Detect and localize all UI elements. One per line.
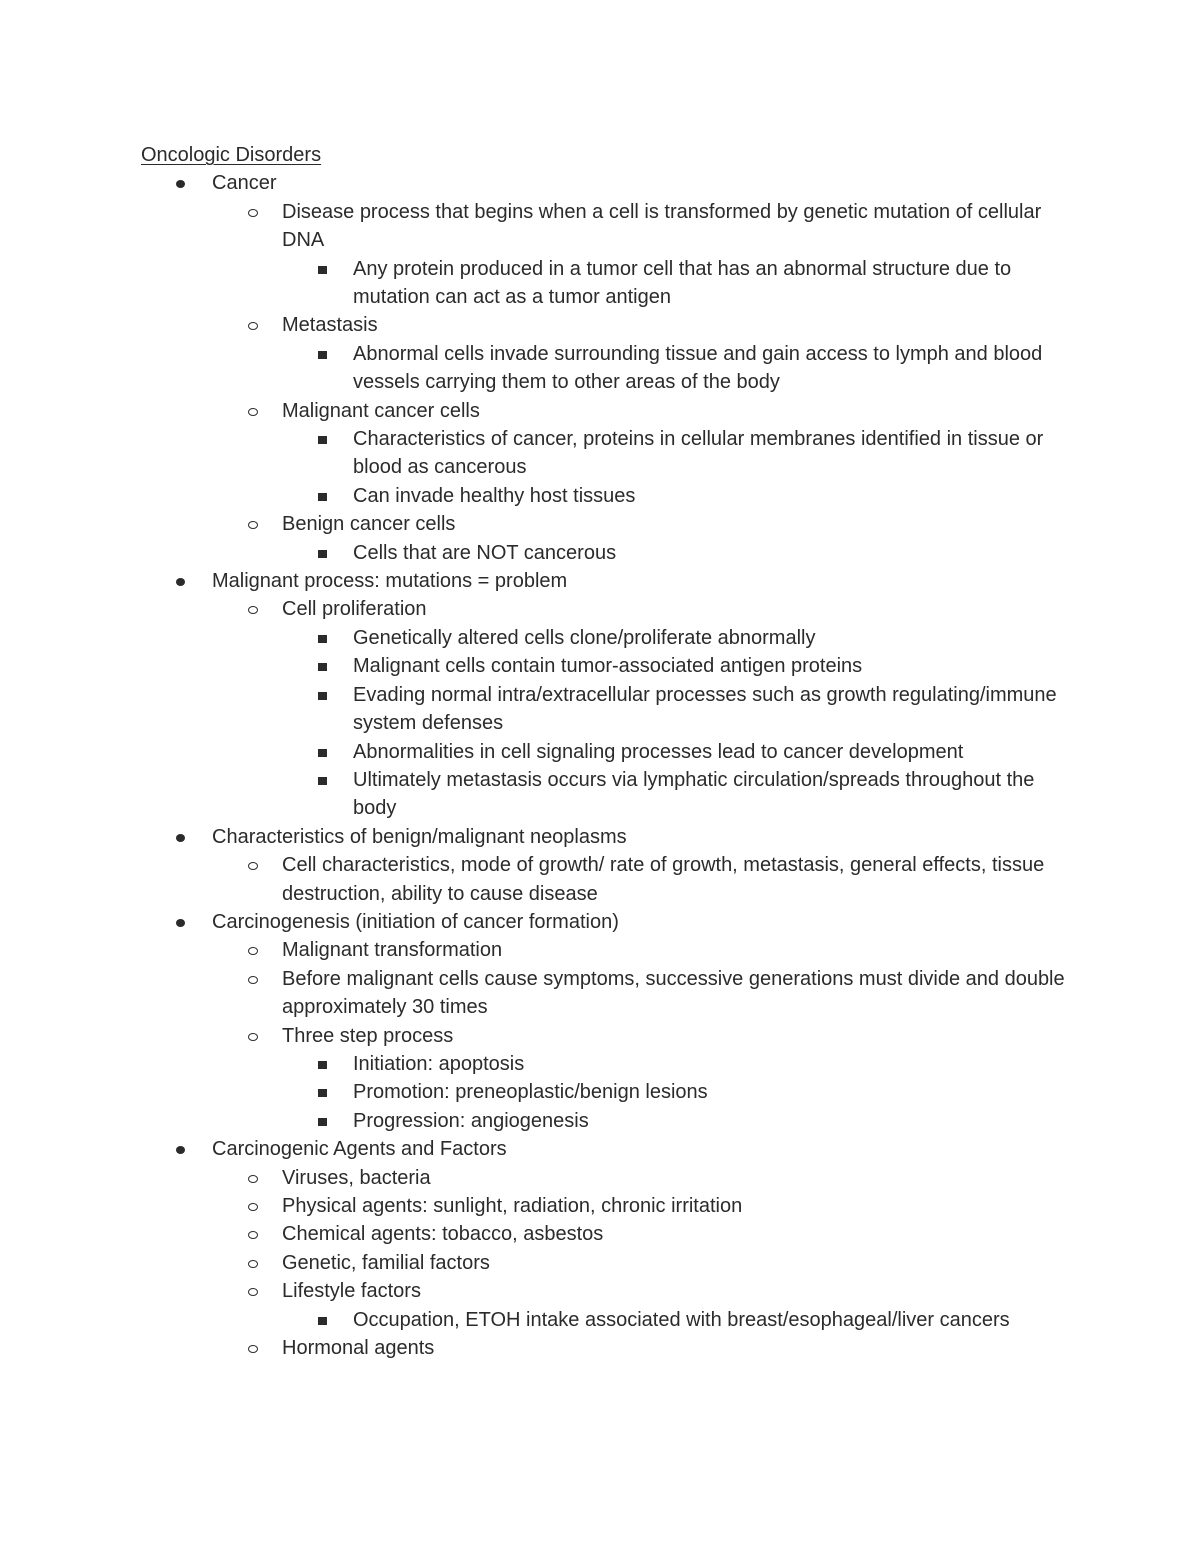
outline-item-level-2 bbox=[282, 311, 1072, 339]
outline-item-text: Cells that are NOT cancerous bbox=[353, 541, 617, 564]
hollow-circle-bullet-icon bbox=[248, 1164, 260, 1192]
outline-item-level-3 bbox=[353, 624, 1073, 652]
square-bullet-icon bbox=[318, 482, 330, 510]
hollow-circle-bullet-icon bbox=[248, 851, 260, 879]
outline-item-level-2 bbox=[282, 1192, 1072, 1220]
outline-item-text: Occupation, ETOH intake associated with breast/esophageal/liver cancers bbox=[353, 1308, 1010, 1331]
outline-item-text: Chemical agents: tobacco, asbestos bbox=[282, 1223, 604, 1246]
filled-circle-bullet-icon bbox=[176, 823, 188, 851]
outline-item-level-2 bbox=[282, 1022, 1072, 1050]
square-bullet-icon bbox=[318, 539, 330, 567]
outline-item-level-3 bbox=[353, 1306, 1073, 1334]
square-bullet-icon bbox=[318, 766, 330, 794]
outline-item-level-3 bbox=[353, 652, 1073, 680]
square-bullet-icon bbox=[318, 1107, 330, 1135]
square-bullet-icon bbox=[318, 425, 330, 453]
outline-item-level-3 bbox=[353, 766, 1073, 823]
outline-item-level-3 bbox=[353, 1078, 1073, 1106]
square-bullet-icon bbox=[318, 1050, 330, 1078]
outline-item-level-1 bbox=[212, 169, 1072, 197]
outline-item-text: Disease process that begins when a cell is transformed by genetic mutation of cellular DNA bbox=[282, 200, 1042, 252]
square-bullet-icon bbox=[318, 340, 330, 368]
outline-item-text: Malignant transformation bbox=[282, 939, 503, 962]
outline-item-text: Cancer bbox=[212, 172, 277, 195]
outline-item-level-2 bbox=[282, 1164, 1072, 1192]
outline-item-text: Can invade healthy host tissues bbox=[353, 484, 636, 507]
outline-item-text: Cell characteristics, mode of growth/ rate of growth, metastasis, general effects, tissue destruction, ability to cause disease bbox=[282, 854, 1045, 905]
hollow-circle-bullet-icon bbox=[248, 397, 260, 425]
outline-item-text: Ultimately metastasis occurs via lymphatic circulation/spreads throughout the body bbox=[353, 768, 1035, 820]
outline-item-level-1 bbox=[212, 1135, 1072, 1163]
hollow-circle-bullet-icon bbox=[248, 1022, 260, 1050]
square-bullet-icon bbox=[318, 681, 330, 709]
hollow-circle-bullet-icon bbox=[248, 198, 260, 226]
outline-item-text: Lifestyle factors bbox=[282, 1280, 421, 1303]
outline-item-text: Cell proliferation bbox=[282, 598, 427, 621]
outline-item-text: Before malignant cells cause symptoms, successive generations must divide and double approximately 30 times bbox=[282, 967, 1065, 1019]
square-bullet-icon bbox=[318, 652, 330, 680]
outline-item-text: Abnormalities in cell signaling processes lead to cancer development bbox=[353, 740, 964, 763]
outline-item-level-2 bbox=[282, 510, 1072, 538]
outline-item-text: Malignant process: mutations = problem bbox=[212, 570, 568, 593]
hollow-circle-bullet-icon bbox=[248, 510, 260, 538]
outline-item-level-3 bbox=[353, 1107, 1073, 1135]
square-bullet-icon bbox=[318, 255, 330, 283]
outline-item-text: Benign cancer cells bbox=[282, 513, 456, 536]
hollow-circle-bullet-icon bbox=[248, 595, 260, 623]
square-bullet-icon bbox=[318, 1306, 330, 1334]
outline-item-text: Viruses, bacteria bbox=[282, 1166, 431, 1189]
outline-item-text: Genetically altered cells clone/proliferate abnormally bbox=[353, 626, 816, 649]
hollow-circle-bullet-icon bbox=[248, 1192, 260, 1220]
outline-item-text: Characteristics of benign/malignant neoplasms bbox=[212, 825, 627, 848]
outline-item-level-3 bbox=[353, 539, 1073, 567]
outline-item-level-3 bbox=[353, 1050, 1073, 1078]
outline-item-level-2 bbox=[282, 198, 1072, 255]
outline-item-level-2 bbox=[282, 1220, 1072, 1248]
hollow-circle-bullet-icon bbox=[248, 1277, 260, 1305]
outline-item-text: Malignant cancer cells bbox=[282, 399, 480, 422]
outline-item-level-3 bbox=[353, 340, 1073, 397]
filled-circle-bullet-icon bbox=[176, 908, 188, 936]
outline-item-text: Carcinogenic Agents and Factors bbox=[212, 1138, 507, 1161]
hollow-circle-bullet-icon bbox=[248, 1220, 260, 1248]
outline-item-text: Hormonal agents bbox=[282, 1337, 435, 1360]
outline-item-text: Characteristics of cancer, proteins in cellular membranes identified in tissue or blood as cancerous bbox=[353, 428, 1044, 479]
hollow-circle-bullet-icon bbox=[248, 1249, 260, 1277]
outline-item-level-3 bbox=[353, 255, 1073, 312]
outline-item-level-3 bbox=[353, 482, 1073, 510]
outline-item-text: Physical agents: sunlight, radiation, chronic irritation bbox=[282, 1195, 743, 1218]
outline-item-level-3 bbox=[353, 738, 1073, 766]
outline-item-level-2 bbox=[282, 851, 1072, 908]
outline-item-level-3 bbox=[353, 681, 1073, 738]
hollow-circle-bullet-icon bbox=[248, 965, 260, 993]
document-title: Oncologic Disorders bbox=[141, 144, 322, 166]
outline-item-text: Evading normal intra/extracellular processes such as growth regulating/immune system defenses bbox=[353, 683, 1057, 735]
outline-item-level-2 bbox=[282, 936, 1072, 964]
outline-item-text: Any protein produced in a tumor cell that has an abnormal structure due to mutation can act as a tumor antigen bbox=[353, 257, 1012, 309]
outline-item-level-1 bbox=[212, 908, 1072, 936]
outline-item-text: Metastasis bbox=[282, 314, 378, 337]
hollow-circle-bullet-icon bbox=[248, 1334, 260, 1362]
outline-item-level-1 bbox=[212, 823, 1072, 851]
square-bullet-icon bbox=[318, 624, 330, 652]
filled-circle-bullet-icon bbox=[176, 169, 188, 197]
outline-item-text: Promotion: preneoplastic/benign lesions bbox=[353, 1081, 708, 1104]
square-bullet-icon bbox=[318, 738, 330, 766]
outline-item-level-2 bbox=[282, 595, 1072, 623]
outline-item-level-3 bbox=[353, 425, 1073, 482]
filled-circle-bullet-icon bbox=[176, 1135, 188, 1163]
hollow-circle-bullet-icon bbox=[248, 311, 260, 339]
filled-circle-bullet-icon bbox=[176, 567, 188, 595]
outline-list bbox=[0, 169, 1200, 1362]
outline-item-text: Three step process bbox=[282, 1024, 454, 1047]
outline-item-level-2 bbox=[282, 1249, 1072, 1277]
hollow-circle-bullet-icon bbox=[248, 936, 260, 964]
outline-item-level-2 bbox=[282, 965, 1072, 1022]
square-bullet-icon bbox=[318, 1078, 330, 1106]
outline-item-text: Malignant cells contain tumor-associated antigen proteins bbox=[353, 655, 863, 678]
outline-item-text: Initiation: apoptosis bbox=[353, 1052, 525, 1075]
outline-item-text: Genetic, familial factors bbox=[282, 1251, 490, 1274]
outline-item-text: Abnormal cells invade surrounding tissue and gain access to lymph and blood vessels carrying them to other areas of the body bbox=[353, 342, 1043, 394]
outline-item-level-2 bbox=[282, 1334, 1072, 1362]
outline-item-level-2 bbox=[282, 1277, 1072, 1305]
outline-item-level-2 bbox=[282, 397, 1072, 425]
outline-item-text: Carcinogenesis (initiation of cancer formation) bbox=[212, 910, 619, 933]
outline-item-text: Progression: angiogenesis bbox=[353, 1109, 589, 1132]
outline-item-level-1 bbox=[212, 567, 1072, 595]
